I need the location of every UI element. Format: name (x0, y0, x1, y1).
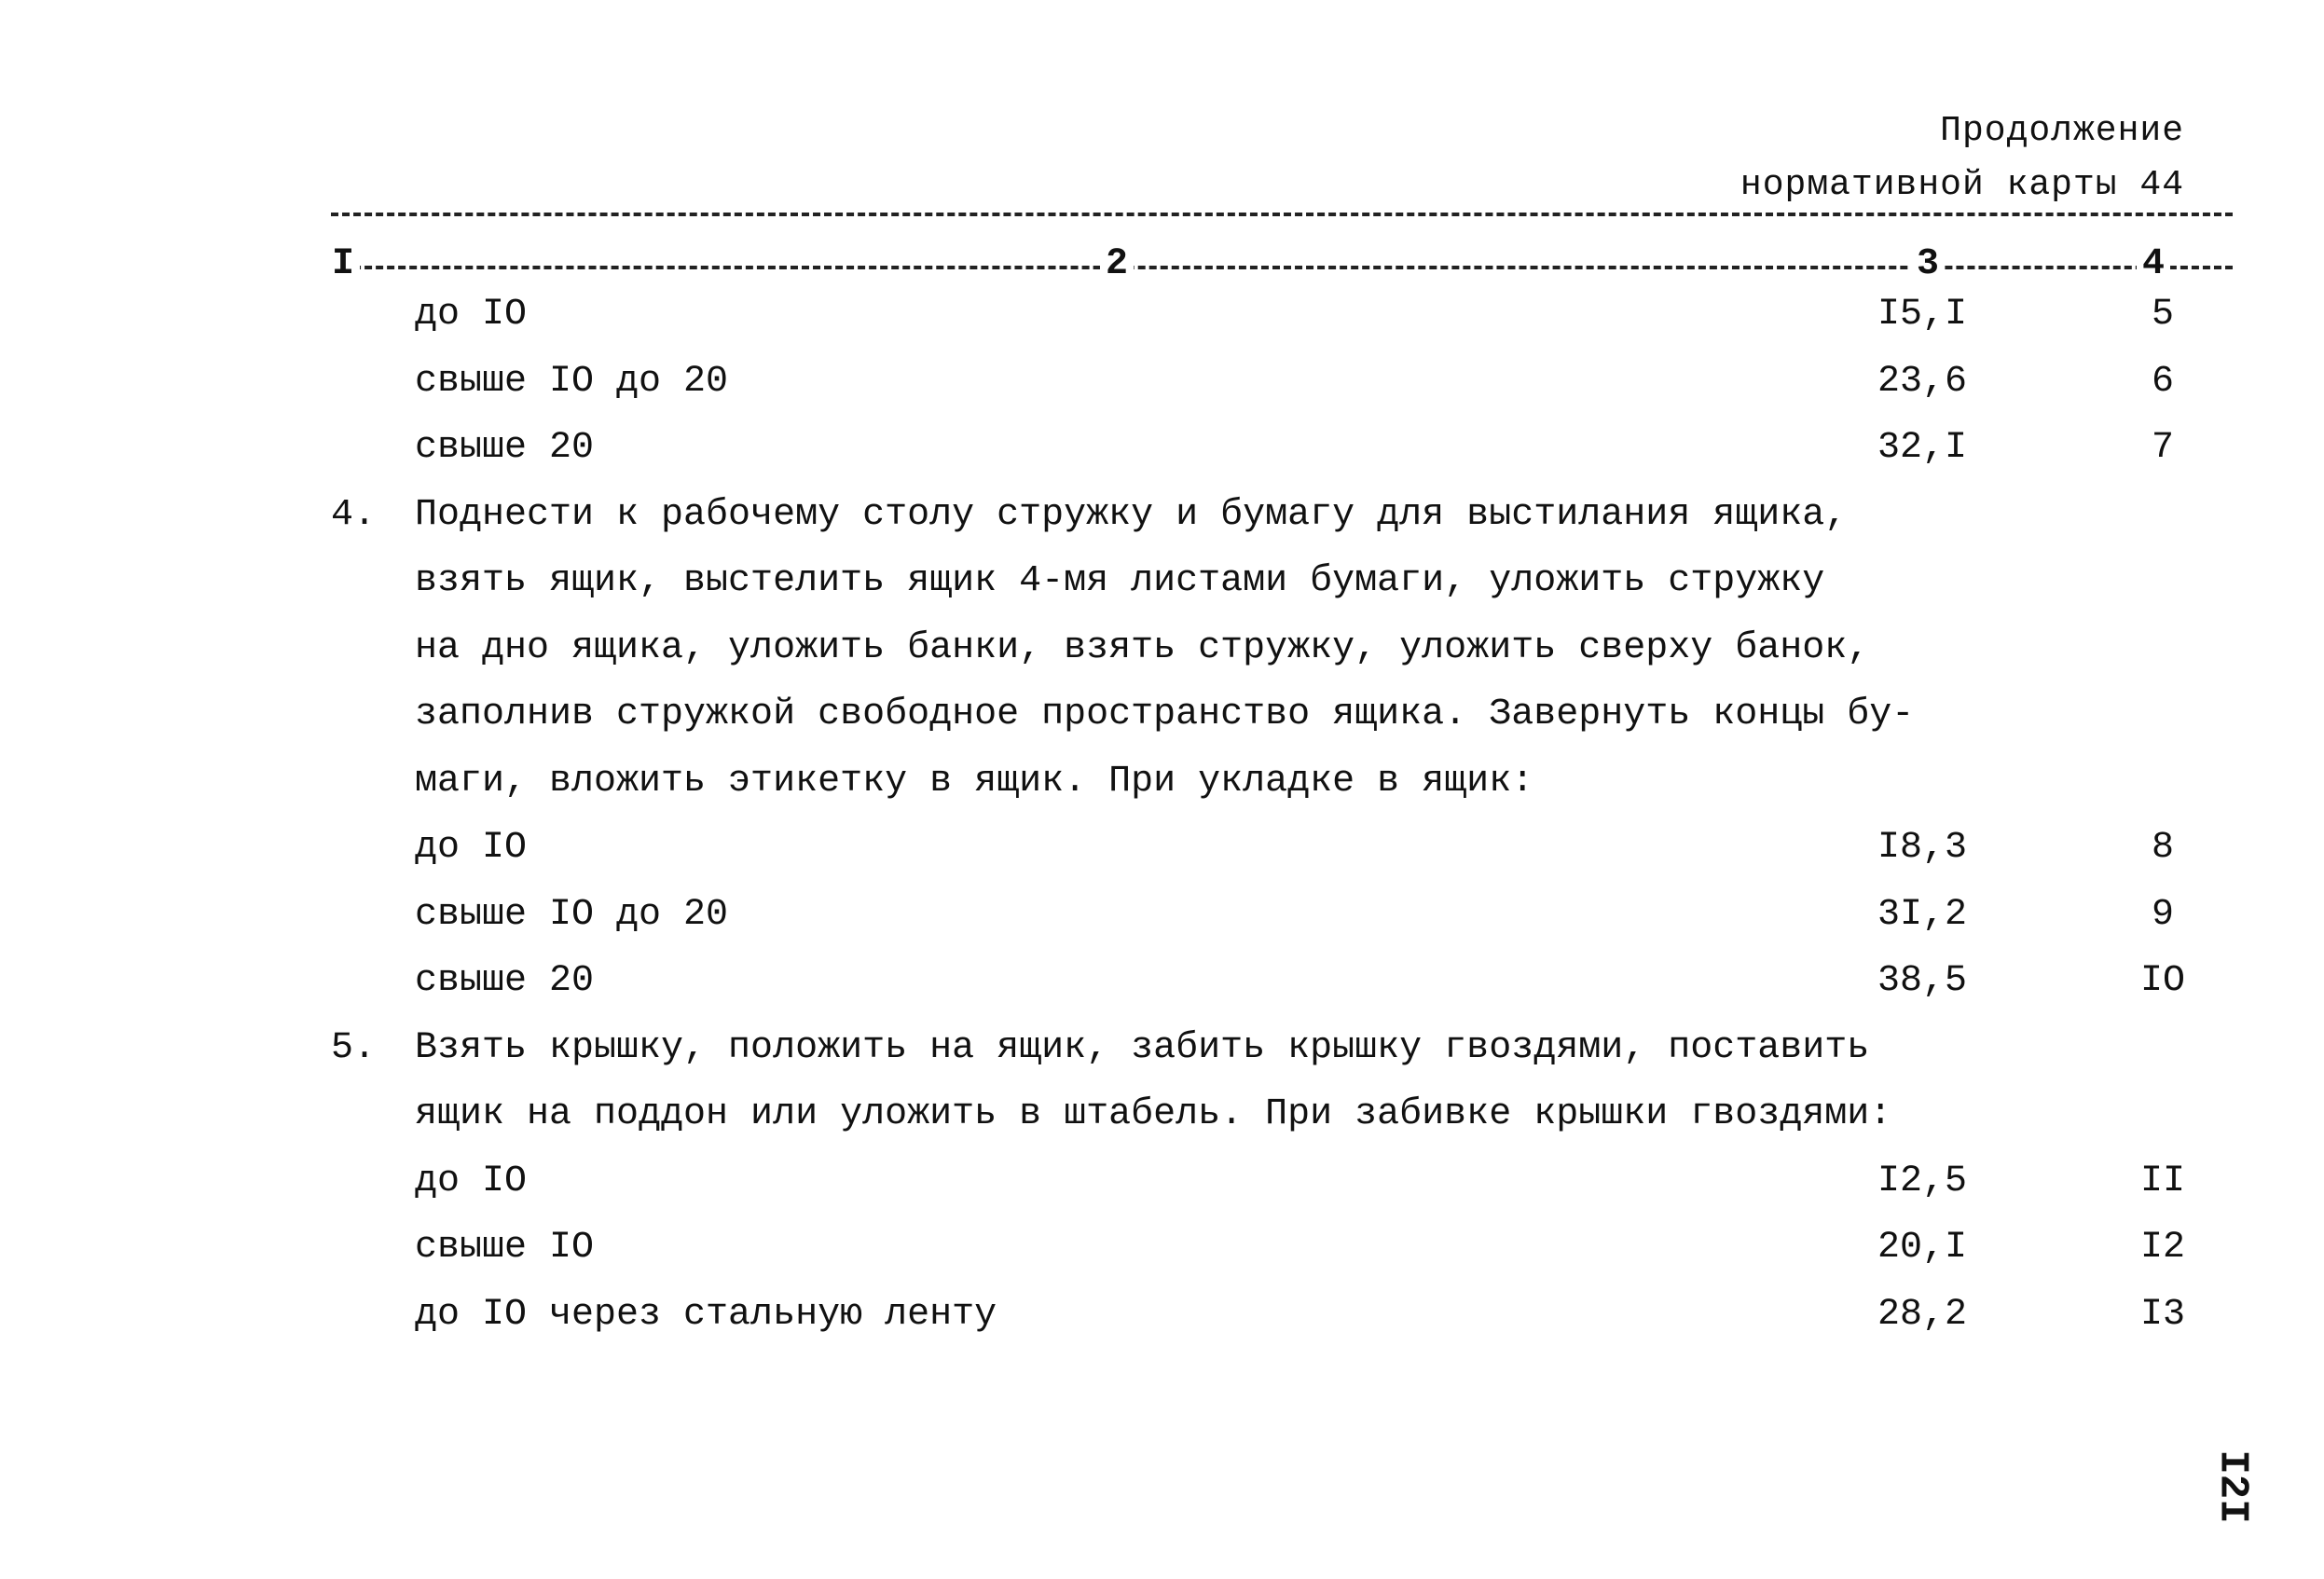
table-top-rule (331, 213, 2233, 216)
column-header-2: 2 (1100, 244, 1134, 285)
table-row (0, 1081, 2324, 1148)
row-value: 23,6 (1877, 360, 1967, 403)
page-number: I2I (2208, 1449, 2256, 1524)
row-value: I2,5 (1877, 1160, 1967, 1202)
table-row (0, 415, 2324, 482)
table-row (0, 349, 2324, 416)
table-row (0, 748, 2324, 816)
row-text: ящик на поддон или уложить в штабель. При забивке крышки гвоздями: (415, 1093, 1892, 1135)
row-value: I5,I (1877, 294, 1967, 336)
header-line-2: нормативной карты 44 (1740, 165, 2184, 205)
row-text: свыше 20 (415, 427, 595, 469)
row-text: Взять крышку, положить на ящик, забить крышку гвоздями, поставить (415, 1026, 1870, 1069)
row-number: 4. (331, 493, 377, 536)
row-text: маги, вложить этикетку в ящик. При укладке в ящик: (415, 760, 1534, 803)
table-row (0, 1015, 2324, 1082)
row-value: 32,I (1877, 427, 1967, 469)
row-text: заполнив стружкой свободное пространство ящика. Завернуть концы бу- (415, 693, 1915, 735)
row-text: свыше IO до 20 (415, 360, 729, 403)
row-index: II (2139, 1160, 2185, 1202)
row-text: свыше IO (415, 1227, 595, 1269)
table-row (0, 548, 2324, 615)
row-text: Поднести к рабочему столу стружку и бумагу для выстилания ящика, (415, 493, 1848, 536)
column-header-4: 4 (2137, 244, 2170, 285)
row-index: I3 (2139, 1293, 2185, 1336)
row-text: до IO (415, 294, 528, 336)
row-index: 7 (2151, 427, 2174, 469)
continuation-header (1740, 104, 2184, 213)
table-row (0, 882, 2324, 949)
table-row (0, 281, 2324, 349)
row-index: 5 (2151, 294, 2174, 336)
row-value: 20,I (1877, 1227, 1967, 1269)
row-text: на дно ящика, уложить банки, взять стружку, уложить сверху банок, (415, 626, 1870, 669)
row-index: IO (2139, 960, 2185, 1002)
row-number: 5. (331, 1026, 377, 1069)
row-value: I8,3 (1877, 827, 1967, 869)
row-index: 6 (2151, 360, 2174, 403)
table-row (0, 815, 2324, 882)
row-text: до IO (415, 1160, 528, 1202)
row-index: 9 (2151, 893, 2174, 936)
row-text: взять ящик, выстелить ящик 4-мя листами бумаги, уложить стружку (415, 560, 1825, 602)
row-index: I2 (2139, 1227, 2185, 1269)
table-row (0, 615, 2324, 682)
row-value: 3I,2 (1877, 893, 1967, 936)
table-row (0, 1148, 2324, 1215)
table-row (0, 482, 2324, 549)
table-header-rule (331, 266, 2233, 269)
row-value: 38,5 (1877, 960, 1967, 1002)
table-row (0, 681, 2324, 748)
column-header-3: 3 (1911, 244, 1945, 285)
row-index: 8 (2151, 827, 2174, 869)
table-row (0, 1282, 2324, 1349)
table-row (0, 1215, 2324, 1282)
row-value: 28,2 (1877, 1293, 1967, 1336)
row-text: свыше IO до 20 (415, 893, 729, 936)
row-text: до IO через стальную ленту (415, 1293, 997, 1336)
column-header-1: I (326, 244, 360, 285)
row-text: свыше 20 (415, 960, 595, 1002)
table-row (0, 948, 2324, 1015)
header-line-1: Продолжение (1940, 111, 2184, 151)
row-text: до IO (415, 827, 528, 869)
